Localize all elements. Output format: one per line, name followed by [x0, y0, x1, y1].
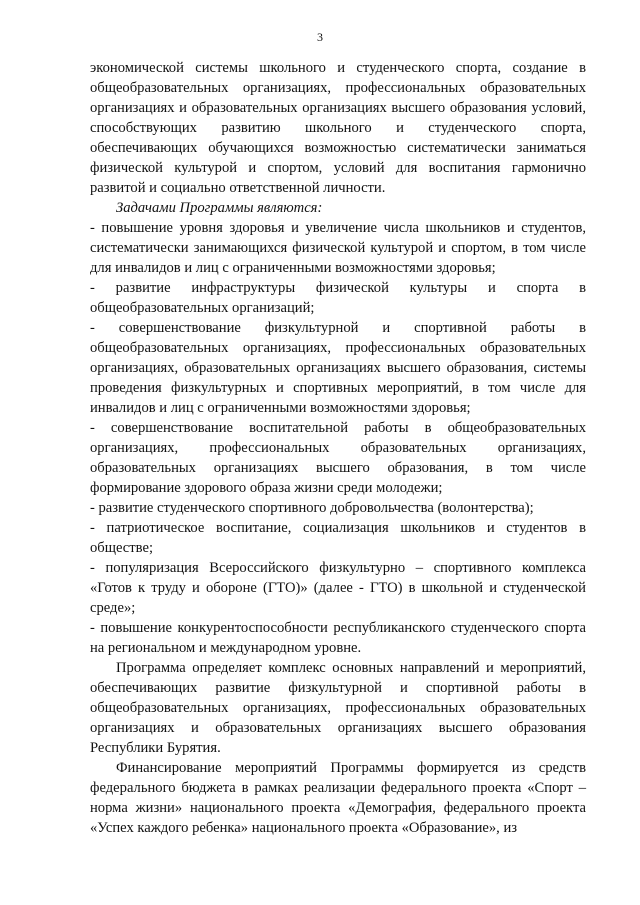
document-body [90, 58, 586, 838]
paragraph-financing: Финансирование мероприятий Программы формируется из средств федерального бюджета в рамках реализации федерального проекта «Спорт – норма жизни» национального проекта «Демография, федерального проекта «Успех каждого ребенка» национального проекта «Образование», из [90, 760, 586, 836]
paragraph-goal-continuation: экономической системы школьного и студенческого спорта, создание в общеобразовательных организациях, профессиональных образовательных организациях и образовательных организациях высшего образования условий, способствующих развитию школьного и студенческого спорта, обеспечивающих обучающихся возможностью систематически заниматься физической культурой и спортом, условий для воспитания гармонично развитой и социально ответственной личности. [90, 60, 586, 196]
task-item: - совершенствование воспитательной работы в общеобразовательных организациях, профессиональных образовательных организациях, образовательных организациях высшего образования, в том числе формирование здорового образа жизни среди молодежи; [90, 420, 586, 496]
page-number: 3 [317, 30, 323, 44]
task-item: - повышение конкурентоспособности республиканского студенческого спорта на региональном и международном уровне. [90, 620, 586, 656]
paragraph-program: Программа определяет комплекс основных направлений и мероприятий, обеспечивающих развитие физкультурной и спортивной работы в общеобразовательных организациях, профессиональных образовательных организациях и образовательных организациях высшего образования Республики Бурятия. [90, 660, 586, 756]
task-item: - развитие студенческого спортивного добровольчества (волонтерства); [90, 500, 534, 516]
task-item: - патриотическое воспитание, социализация школьников и студентов в обществе; [90, 520, 586, 556]
task-item: - популяризация Всероссийского физкультурно – спортивного комплекса «Готов к труду и обороне (ГТО)» (далее - ГТО) в школьной и студенческой среде»; [90, 560, 586, 616]
task-item: - развитие инфраструктуры физической культуры и спорта в общеобразовательных организаций; [90, 280, 586, 316]
task-item: - совершенствование физкультурной и спортивной работы в общеобразовательных организациях, профессиональных образовательных организациях, образовательных организациях высшего образования, системы проведения физкультурных и спортивных мероприятий, в том числе для инвалидов и лиц с ограниченными возможностями здоровья; [90, 320, 586, 416]
task-item: - повышение уровня здоровья и увеличение числа школьников и студентов, систематически занимающихся физической культурой и спортом, в том числе для инвалидов и лиц с ограниченными возможностями здоровья; [90, 220, 586, 276]
tasks-heading: Задачами Программы являются: [116, 200, 323, 216]
